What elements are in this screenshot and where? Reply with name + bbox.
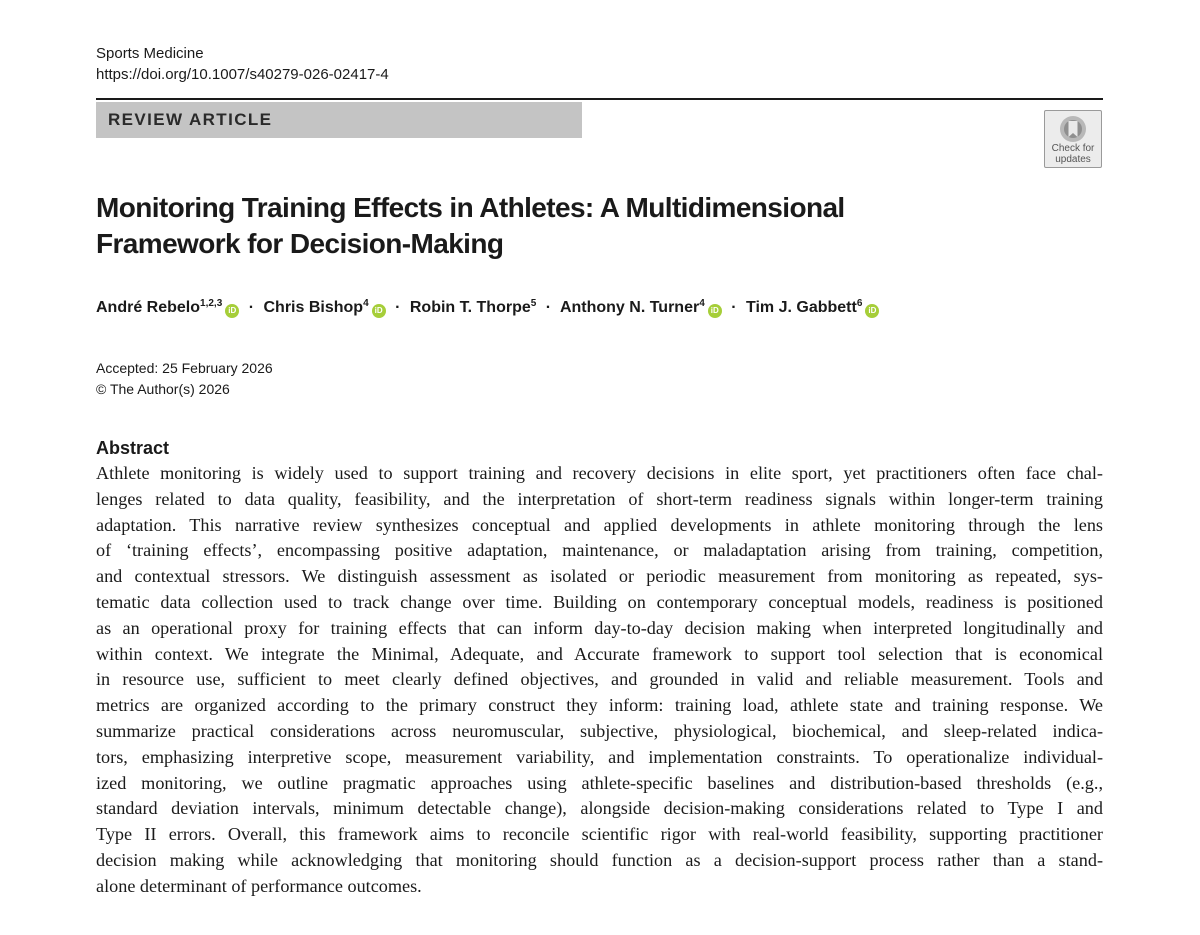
author-name[interactable]: Robin T. Thorpe — [409, 299, 531, 316]
doi-link[interactable]: https://doi.org/10.1007/s40279-026-02417-4 — [96, 66, 389, 83]
abstract-line: alone determinant of performance outcomes. — [96, 875, 422, 896]
author-separator: · — [545, 299, 552, 316]
orcid-icon[interactable]: iD — [865, 304, 879, 318]
abstract-line: summarize practical considerations across neuromuscular, subjective, physiological, biochemical, and sleep-related indica- — [96, 720, 1103, 741]
abstract-line: standard deviation intervals, minimum detectable change), alongside decision-making considerations related to Type I and — [96, 798, 1103, 819]
author-affiliation[interactable]: 5 — [530, 298, 537, 309]
abstract-line: Athlete monitoring is widely used to support training and recovery decisions in elite sport, yet practitioners often face chal- — [96, 463, 1103, 483]
author-affiliation[interactable]: 6 — [856, 298, 863, 309]
crossmark-label-2: updates — [1055, 154, 1091, 165]
abstract-line: ized monitoring, we outline pragmatic approaches using athlete-specific baselines and distribution-based thresholds (e.g., — [96, 772, 1103, 793]
author-separator: · — [731, 299, 737, 316]
author-list — [96, 296, 1106, 320]
crossmark-badge[interactable] — [1044, 110, 1102, 168]
abstract-line: Type II errors. Overall, this framework aims to reconcile scientific rigor with real-world feasibility, supporting practitioner — [96, 824, 1103, 845]
author-affiliation[interactable]: 1,2,3 — [200, 298, 223, 309]
abstract-line: and contextual stressors. We distinguish assessment as isolated or periodic measurement from monitoring as repeated, sys- — [96, 566, 1103, 587]
abstract-body — [96, 461, 1103, 900]
author-name[interactable]: Chris Bishop — [263, 299, 364, 316]
author-name[interactable]: André Rebelo — [96, 299, 201, 316]
author-name[interactable]: Tim J. Gabbett — [745, 299, 857, 316]
author-separator: · — [248, 299, 255, 316]
bookmark-badge-icon — [1059, 115, 1087, 143]
orcid-icon[interactable]: iD — [708, 304, 722, 318]
journal-name: Sports Medicine — [96, 45, 204, 62]
accepted-date: Accepted: 25 February 2026 — [96, 360, 273, 376]
abstract-line: tors, emphasizing interpretive scope, measurement variability, and implementation constraints. To operationalize individual- — [96, 746, 1103, 767]
abstract-line: of ‘training effects’, encompassing positive adaptation, maintenance, or maladaptation arising from training, competition, — [96, 540, 1103, 561]
abstract-line: metrics are organized according to the primary construct they inform: training load, athlete state and training response. We — [96, 695, 1103, 716]
copyright-notice: © The Author(s) 2026 — [96, 381, 230, 397]
abstract-line: decision making while acknowledging that monitoring should function as a decision-support process rather than a stand- — [96, 849, 1103, 870]
author-affiliation[interactable]: 4 — [363, 298, 369, 309]
abstract-line: within context. We integrate the Minimal, Adequate, and Accurate framework to support tool selection that is economical — [96, 643, 1103, 664]
article-type-bar: REVIEW ARTICLE — [96, 102, 582, 138]
author-name[interactable]: Anthony N. Turner — [559, 299, 700, 316]
title-line-2: Framework for Decision-Making — [96, 228, 504, 259]
abstract-line: adaptation. This narrative review synthesizes conceptual and applied developments in athlete monitoring through the lens — [96, 514, 1103, 535]
author-affiliation[interactable]: 4 — [699, 298, 705, 309]
abstract-line: lenges related to data quality, feasibility, and the interpretation of short-term readiness signals within longer-term training — [96, 488, 1103, 509]
crossmark-label-1: Check for — [1051, 143, 1095, 154]
abstract-line: tematic data collection used to track change over time. Building on contemporary conceptual models, readiness is positioned — [96, 591, 1103, 612]
title-line-1: Monitoring Training Effects in Athletes: A Multidimensional — [96, 192, 845, 223]
abstract-heading: Abstract — [96, 438, 170, 458]
article-title — [96, 190, 976, 262]
header-rule — [96, 98, 1103, 100]
orcid-icon[interactable]: iD — [372, 304, 386, 318]
orcid-icon[interactable]: iD — [225, 304, 239, 318]
author-separator: · — [395, 299, 401, 316]
abstract-line: as an operational proxy for training effects that can inform day-to-day decision making when interpreted longitudinally and — [96, 617, 1103, 638]
abstract-line: in resource use, sufficient to meet clearly defined objectives, and grounded in valid and reliable measurement. Tools and — [96, 669, 1103, 690]
